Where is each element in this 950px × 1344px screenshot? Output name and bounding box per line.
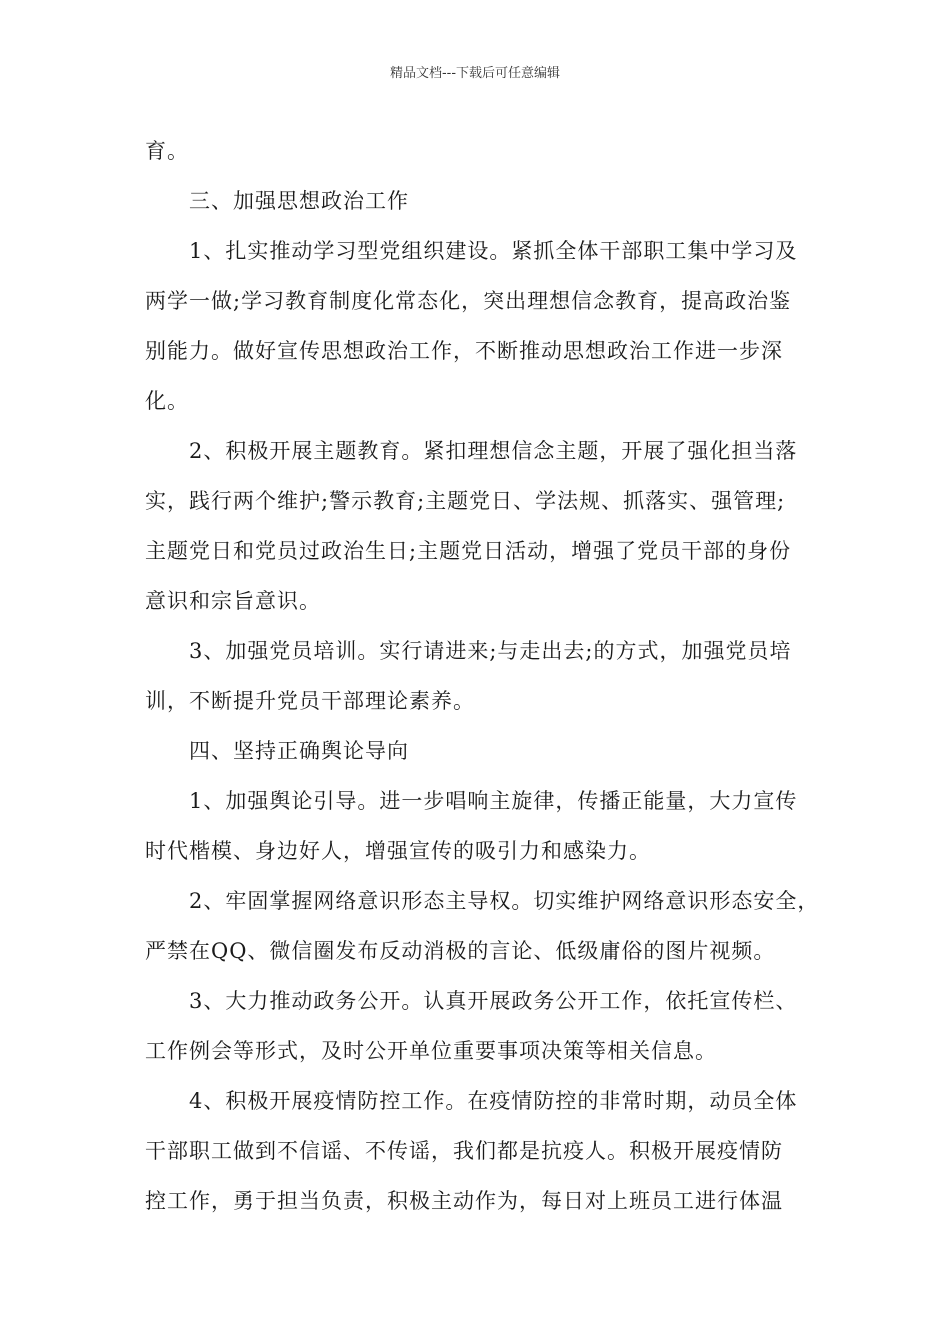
text-line: 2、牢固掌握网络意识形态主导权。切实维护网络意识形态安全， <box>189 889 820 913</box>
text-line: 3、大力推动政务公开。认真开展政务公开工作，依托宣传栏、 <box>189 989 798 1013</box>
text-line: 控工作，勇于担当负责，积极主动作为，每日对上班员工进行体温 <box>145 1189 783 1213</box>
text-line: 1、加强舆论引导。进一步唱响主旋律，传播正能量，大力宣传 <box>189 789 798 813</box>
text-line: 主题党日和党员过政治生日;主题党日活动，增强了党员干部的身份 <box>145 539 792 563</box>
document-body <box>145 126 820 1226</box>
paragraph-4-4 <box>145 1076 810 1226</box>
text-line: 化。 <box>145 389 189 413</box>
text-line: 3、加强党员培训。实行请进来;与走出去;的方式，加强党员培 <box>189 639 792 663</box>
text-line: 训，不断提升党员干部理论素养。 <box>145 689 475 713</box>
text-line: 干部职工做到不信谣、不传谣，我们都是抗疫人。积极开展疫情防 <box>145 1139 783 1163</box>
paragraph-3-1 <box>145 226 810 426</box>
text-line: 时代楷模、身边好人，增强宣传的吸引力和感染力。 <box>145 839 651 863</box>
text-line: 育。 <box>145 139 189 163</box>
section-heading-3 <box>145 176 810 226</box>
text-line: 严禁在QQ、微信圈发布反动消极的言论、低级庸俗的图片视频。 <box>145 939 776 963</box>
page-header: 精品文档---下载后可任意编辑 <box>389 66 561 81</box>
text-line: 工作例会等形式，及时公开单位重要事项决策等相关信息。 <box>145 1039 717 1063</box>
paragraph-4-2 <box>145 876 820 976</box>
text-line: 1、扎实推动学习型党组织建设。紧抓全体干部职工集中学习及 <box>189 239 798 263</box>
text-line: 两学一做;学习教育制度化常态化，突出理想信念教育，提高政治鉴 <box>145 289 792 313</box>
text-line: 意识和宗旨意识。 <box>145 589 321 613</box>
paragraph-3-2 <box>145 426 810 626</box>
paragraph-continuation <box>145 126 810 176</box>
paragraph-4-3 <box>145 976 810 1076</box>
text-line: 2、积极开展主题教育。紧扣理想信念主题，开展了强化担当落 <box>189 439 798 463</box>
text-line: 4、积极开展疫情防控工作。在疫情防控的非常时期，动员全体 <box>189 1089 798 1113</box>
text-line: 实，践行两个维护;警示教育;主题党日、学法规、抓落实、强管理; <box>145 489 786 513</box>
paragraph-3-3 <box>145 626 810 726</box>
paragraph-4-1 <box>145 776 810 876</box>
heading-line: 三、加强思想政治工作 <box>189 189 409 213</box>
section-heading-4 <box>145 726 810 776</box>
text-line: 别能力。做好宣传思想政治工作，不断推动思想政治工作进一步深 <box>145 339 783 363</box>
heading-line: 四、坚持正确舆论导向 <box>189 739 409 763</box>
